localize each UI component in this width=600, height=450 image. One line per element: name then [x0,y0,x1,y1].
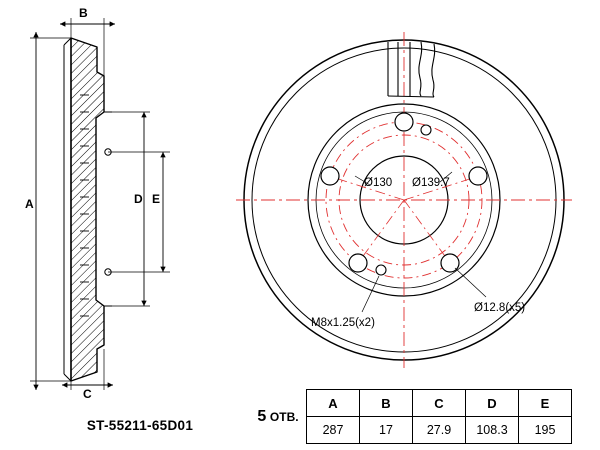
label-d130: Ø130 [364,177,393,189]
value-a: 287 [307,417,360,444]
bolt-hole-4 [349,254,367,272]
side-section-view [25,6,170,401]
bolt-hole-2 [469,167,487,185]
value-b: 17 [360,417,413,444]
label-thread-spec: M8x1.25(x2) [311,317,375,329]
row-label-text: ОТВ. [269,409,299,424]
disc-edge-chamfer [64,38,71,381]
row-label-cell [250,390,307,444]
header-d: D [466,390,519,417]
threaded-hole-2 [376,265,386,275]
dim-label-c: C [83,387,92,401]
hub-step-lines [104,112,112,306]
dim-label-b: B [79,6,88,20]
table-header-row [250,390,572,417]
dim-label-e: E [152,192,161,206]
bolt-hole-1 [395,113,413,131]
dim-label-d: D [134,192,143,206]
label-hole-dia: Ø12.8(x5) [474,302,526,314]
part-number-label: ST-55211-65D01 [86,418,194,433]
value-d: 108.3 [466,417,519,444]
bolt-hole-5 [321,167,339,185]
row-label-number: 5 [257,407,267,425]
header-c: C [413,390,466,417]
disc-cross-section [71,38,104,381]
label-d139-7: Ø139.7 [412,177,450,189]
header-e: E [519,390,572,417]
header-b: B [360,390,413,417]
spec-table [250,389,572,444]
dim-label-a: A [25,197,34,211]
header-a: A [307,390,360,417]
value-e: 195 [519,417,572,444]
front-view [236,32,572,368]
threaded-hole-1 [421,125,431,135]
value-c: 27.9 [413,417,466,444]
